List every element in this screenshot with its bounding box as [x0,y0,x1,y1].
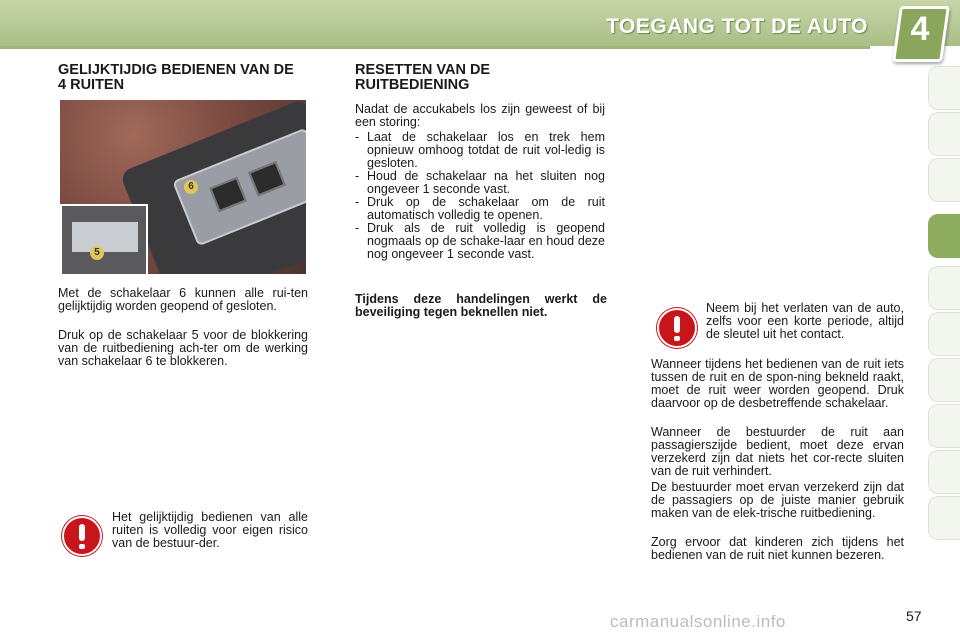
paragraph-switch-6: Met de schakelaar 6 kunnen alle rui-ten gelijktijdig worden geopend of gesloten. [58,286,308,313]
chapter-tab[interactable] [928,266,960,310]
reset-intro: Nadat de accukabels los zijn geweest of bij een storing: [355,102,605,129]
warning-text-simultaneous: Het gelijktijdig bedienen van alle ruiten is volledig voor eigen risico van de bestuur-der. [112,510,308,550]
chapter-tab[interactable] [928,496,960,540]
chapter-number: 4 [910,10,930,48]
chapter-tab[interactable] [928,404,960,448]
section-heading-simultaneous: GELIJKTIJDIG BEDIENEN VAN DE 4 RUITEN [58,62,294,93]
header-divider [0,46,870,49]
paragraph-passenger-window: Wanneer de bestuurder de ruit aan passagierszijde bedient, moet deze ervan verzekerd zijn dat niets het cor-recte sluiten van de ruit verhindert. [651,425,904,478]
window-switch [248,161,286,196]
paragraph-passenger-use: De bestuurder moet ervan verzekerd zijn dat de passagiers op de juiste manier gebruik maken van de elek-trische ruitbediening. [651,480,904,520]
warning-text-key: Neem bij het verlaten van de auto, zelfs voor een korte periode, altijd de sleutel uit het contact. [706,301,904,341]
warning-icon [657,308,697,348]
list-item: - Druk op de schakelaar om de ruit automatisch volledig te openen. [355,196,605,222]
chapter-tab[interactable] [928,158,960,202]
paragraph-children: Zorg ervoor dat kinderen zich tijdens het bedienen van de ruit niet kunnen bezeren. [651,535,904,562]
warning-icon [62,516,102,556]
chapter-tab-active[interactable] [928,214,960,258]
chapter-tab[interactable] [928,112,960,156]
chapter-title: TOEGANG TOT DE AUTO [606,15,868,38]
page-number: 57 [906,608,922,624]
chapter-tab[interactable] [928,450,960,494]
photo-inset [60,204,148,274]
reset-note: Tijdens deze handelingen werkt de beveiliging tegen beknellen niet. [355,292,607,319]
reset-steps [355,131,605,261]
chapter-tab[interactable] [928,312,960,356]
chapter-tabs [928,66,960,574]
list-item: - Houd de schakelaar na het sluiten nog ongeveer 1 seconde vast. [355,170,605,196]
list-item: - Laat de schakelaar los en trek hem opnieuw omhoog totdat de ruit vol-ledig is gesloten. [355,131,605,170]
paragraph-pinch: Wanneer tijdens het bedienen van de ruit iets tussen de ruit en de spon-ning bekneld raakt, moet de ruit weer worden geopend. Druk daarvoor op de desbetreffende schakelaar. [651,357,904,410]
window-switch-photo [60,100,306,274]
chapter-tab[interactable] [928,66,960,110]
section-heading-reset: RESETTEN VAN DE RUITBEDIENING [355,62,491,93]
list-item: - Druk als de ruit volledig is geopend nogmaals op de schake-laar en houd deze nog ongeveer 1 seconde vast. [355,222,605,261]
inset-switch-bar [72,222,138,252]
paragraph-switch-5: Druk op de schakelaar 5 voor de blokkering van de ruitbediening ach-ter om de werking van schakelaar 6 te blokkeren. [58,328,308,368]
watermark: carmanualsonline.info [610,612,786,631]
chapter-tab[interactable] [928,358,960,402]
window-switch [209,177,247,212]
photo-callout-5: 5 [90,246,104,260]
photo-callout-6: 6 [184,180,198,194]
